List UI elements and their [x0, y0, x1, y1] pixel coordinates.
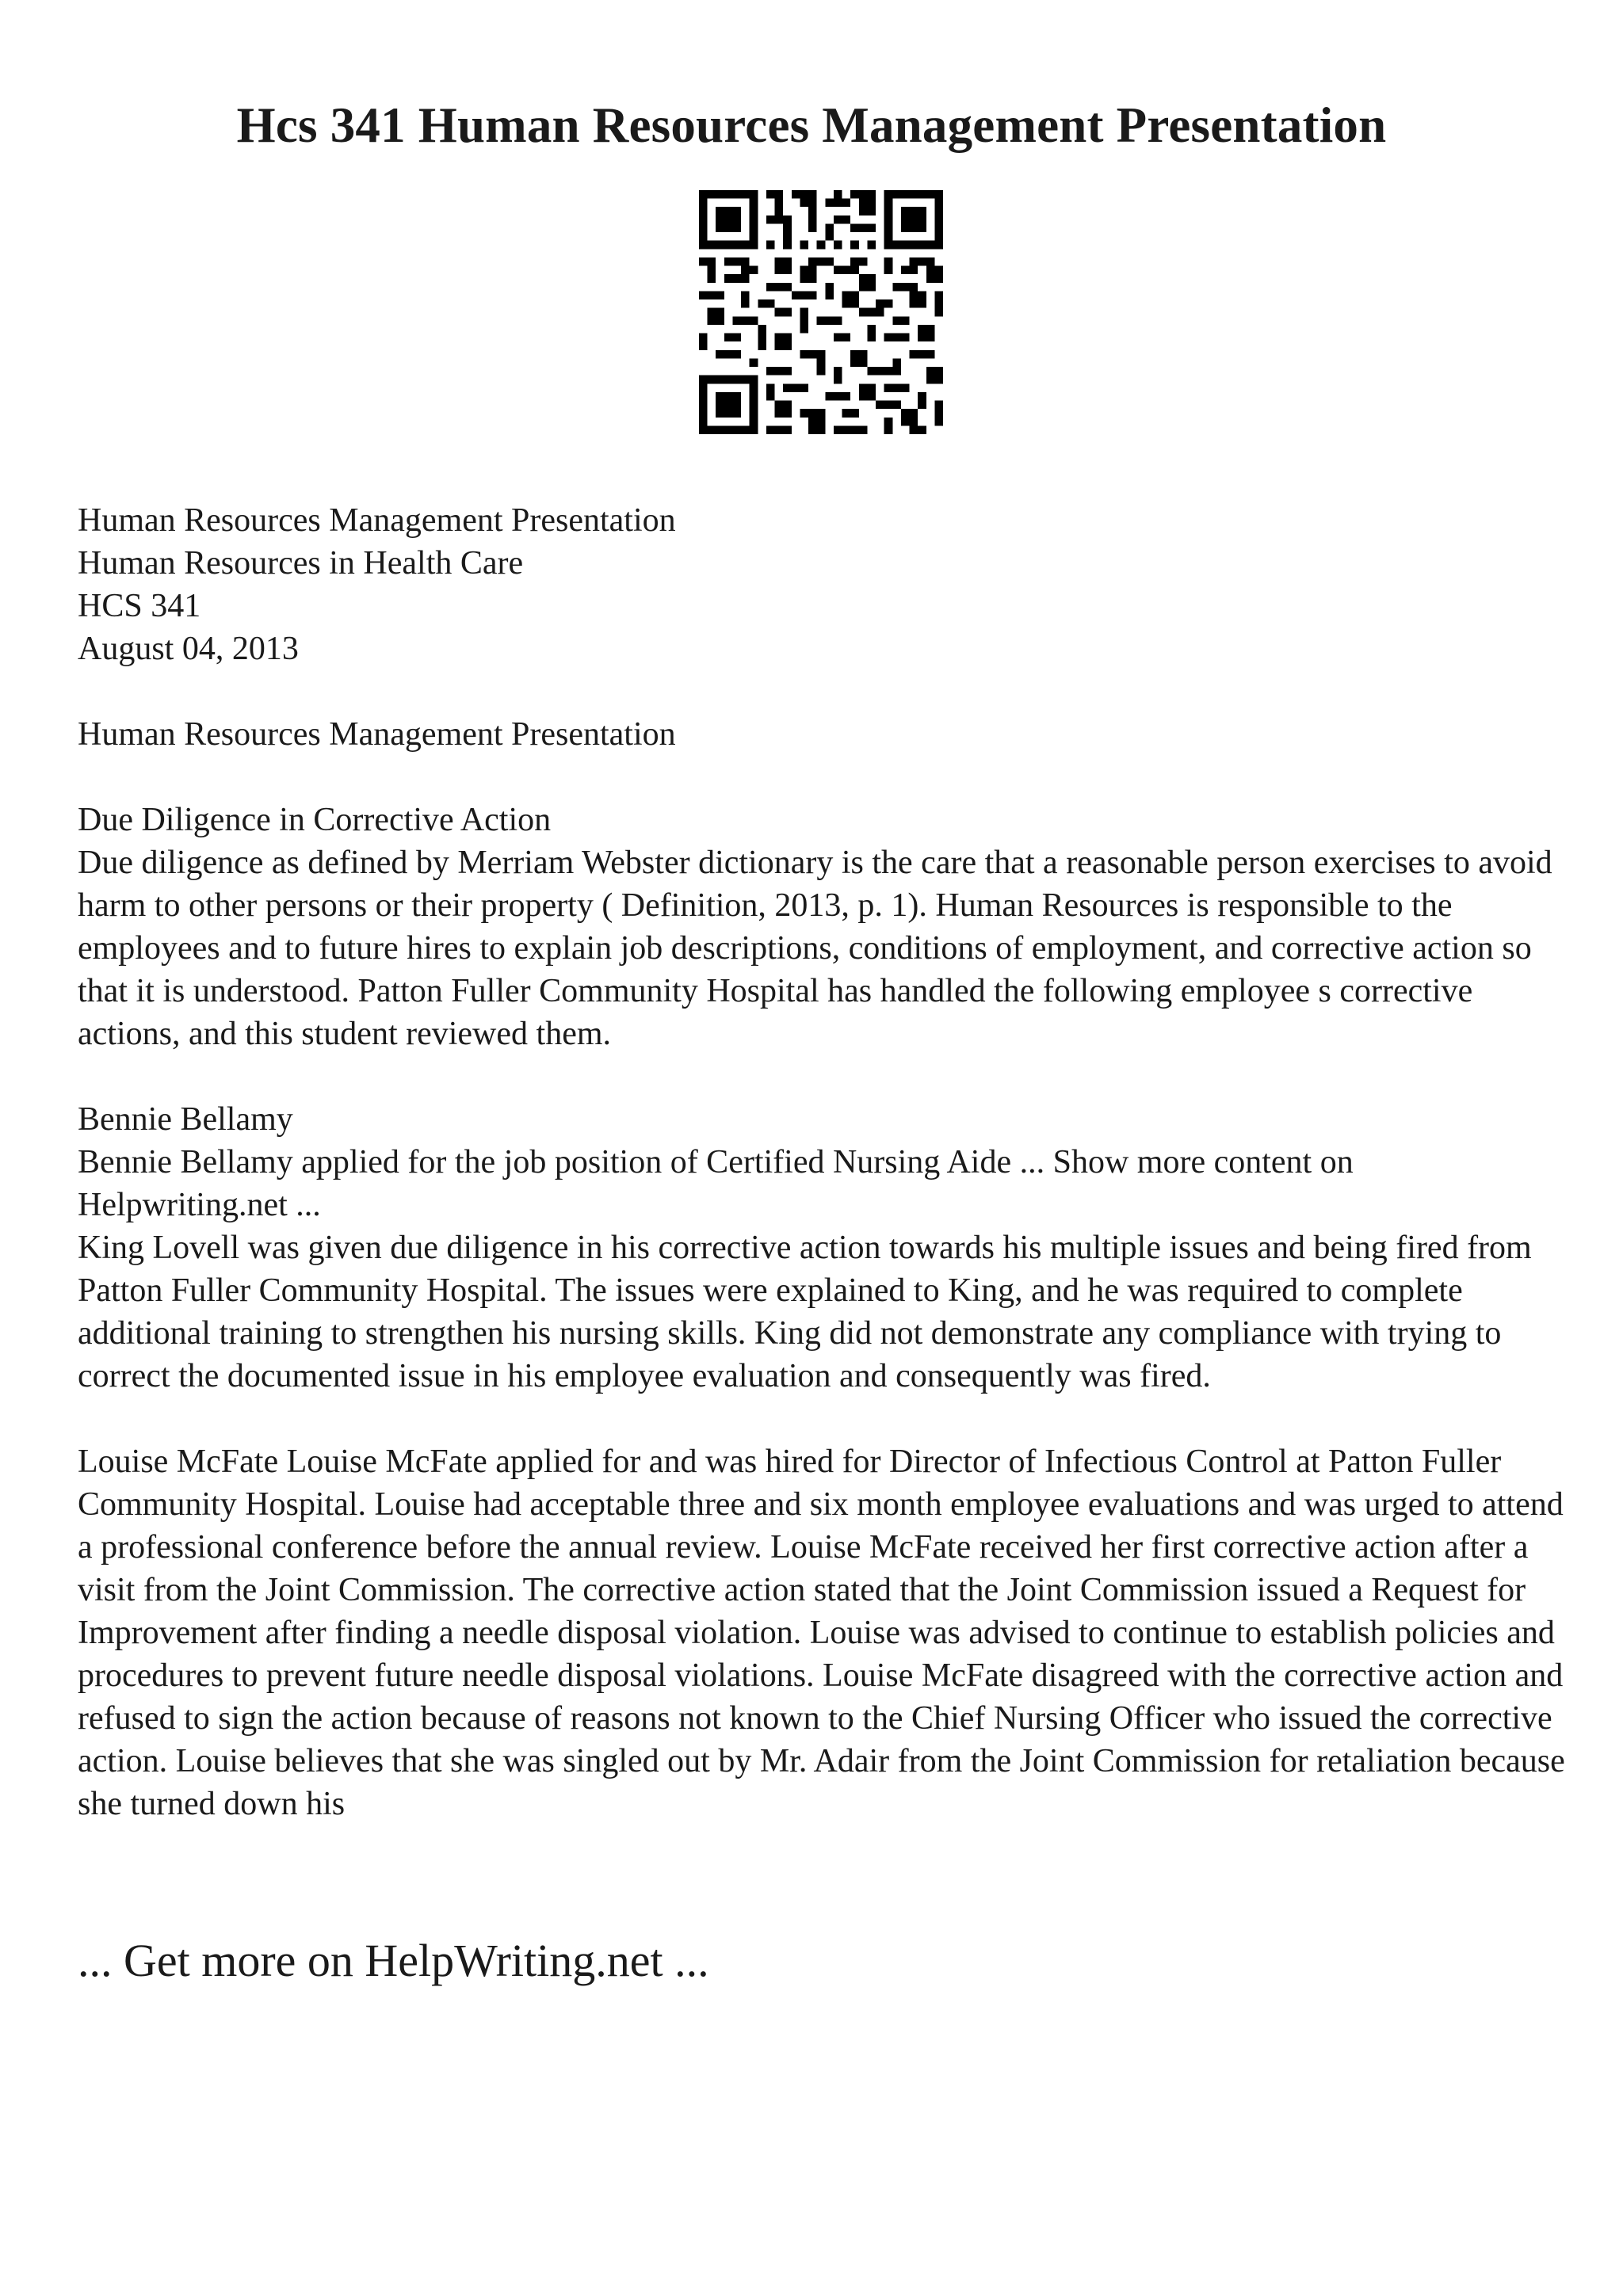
bennie-paragraph: Bennie Bellamy applied for the job position of Certified Nursing Aide ... Show more content on Helpwriting.net ... [78, 1144, 1354, 1223]
get-more-link[interactable]: ... Get more on HelpWriting.net ... [78, 1935, 709, 1986]
qr-code-graphic [699, 190, 943, 434]
header-line-3: HCS 341 [78, 588, 201, 624]
document-title: Hcs 341 Human Resources Management Presentation [236, 97, 1387, 153]
louise-paragraph: Louise McFate Louise McFate applied for and was hired for Director of Infectious Control at Patton Fuller Community Hospital. Louise had acceptable three and six month employee evaluations and was urged to attend a professional conference before the annual review. Louise McFate received her first corrective action after a visit from the Joint Commission. The corrective action stated that the Joint Commission issued a Request for Improvement after finding a needle disposal violation. Louise was advised to continue to establish policies and procedures to prevent future needle disposal violations. Louise McFate disagreed with the corrective action and refused to sign the action because of reasons not known to the Chief Nursing Officer who issued the corrective action. Louise believes that she was singled out by Mr. Adair from the Joint Commission for retaliation because she turned down his [78, 1444, 1565, 1822]
qr-code-image [699, 190, 943, 434]
document-body [78, 499, 1568, 1825]
header-line-1: Human Resources Management Presentation [78, 502, 676, 539]
bennie-heading: Bennie Bellamy [78, 1101, 293, 1138]
due-diligence-heading: Due Diligence in Corrective Action [78, 802, 552, 838]
header-line-4: August 04, 2013 [78, 631, 299, 667]
due-diligence-paragraph: Due diligence as defined by Merriam Webster dictionary is the care that a reasonable person exercises to avoid harm to other persons or their property ( Definition, 2013, p. 1). Human Resources is responsible to the employees and to future hires to explain job descriptions, conditions of employment, and corrective action so that it is understood. Patton Fuller Community Hospital has handled the following employee s corrective actions, and this student reviewed them. [78, 845, 1552, 1052]
king-paragraph: King Lovell was given due diligence in his corrective action towards his multiple issues and being fired from Patton Fuller Community Hospital. The issues were explained to King, and he was required to complete additional training to strengthen his nursing skills. King did not demonstrate any compliance with trying to correct the documented issue in his employee evaluation and consequently was fired. [78, 1230, 1532, 1394]
section-heading: Human Resources Management Presentation [78, 716, 676, 753]
header-line-2: Human Resources in Health Care [78, 545, 524, 582]
